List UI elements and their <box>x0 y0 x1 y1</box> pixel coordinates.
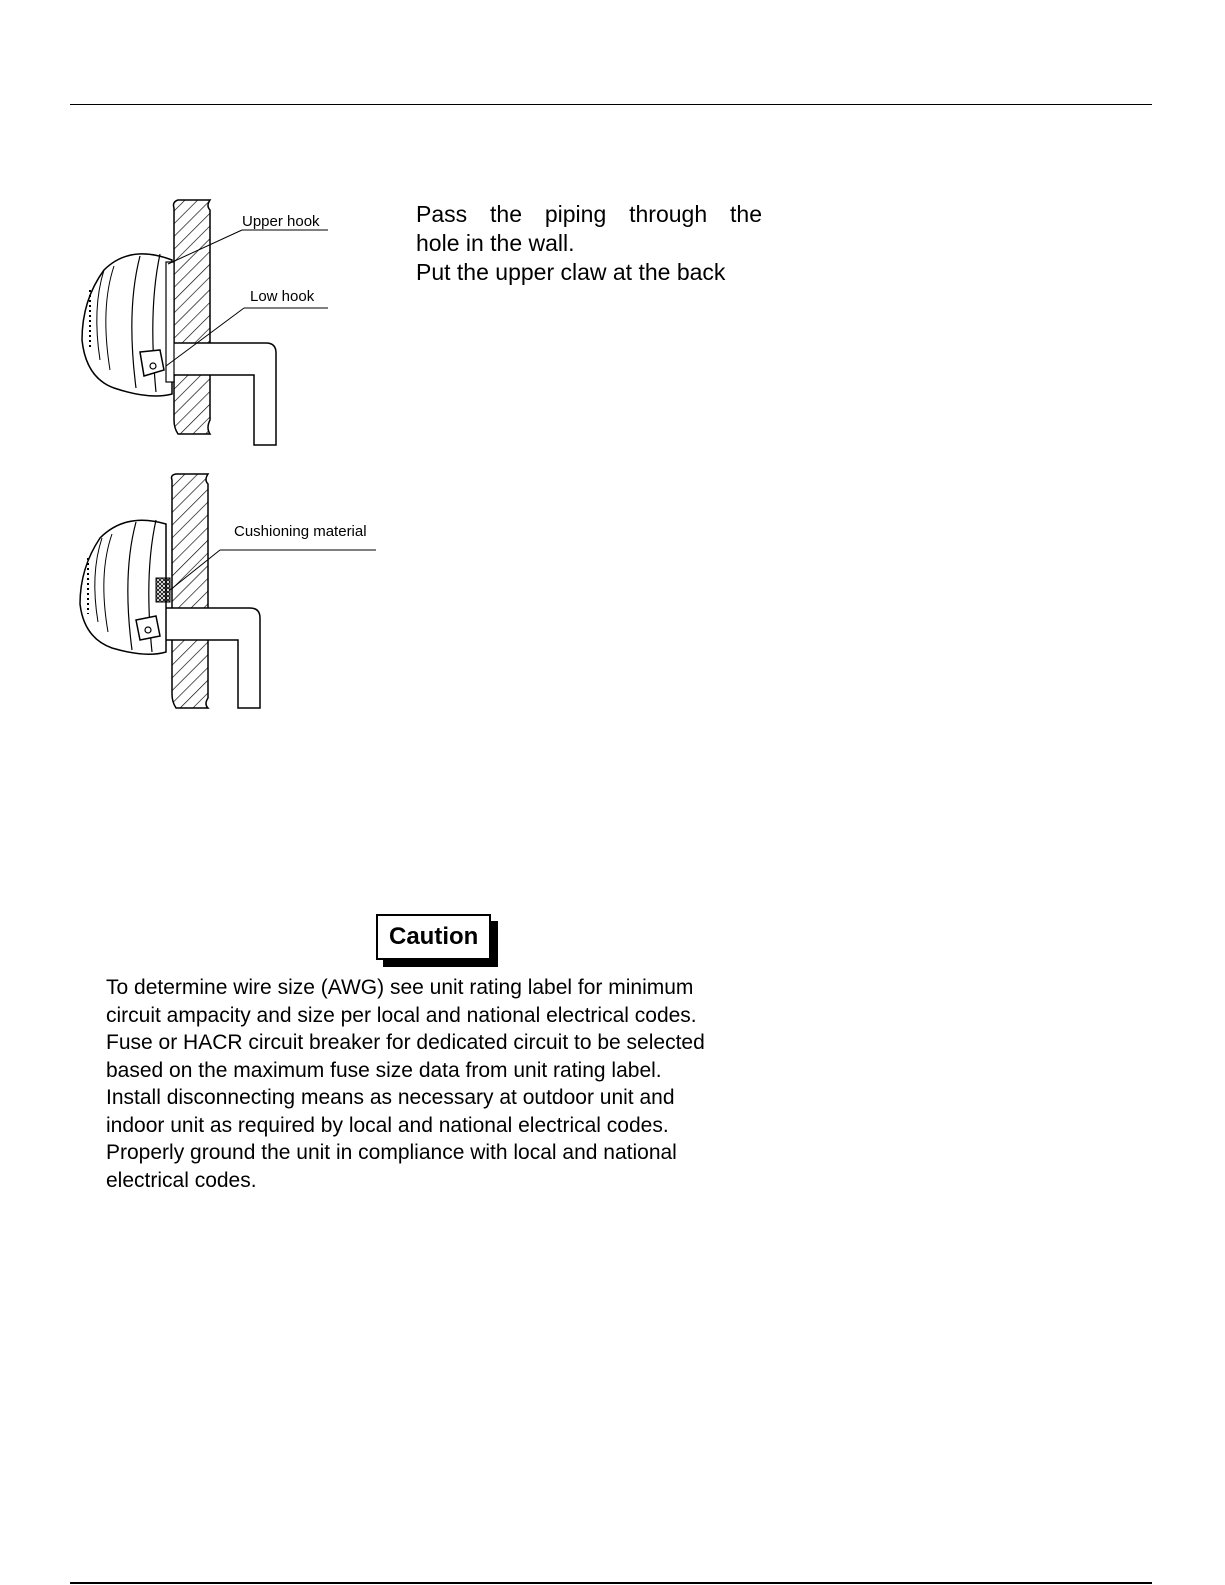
caution-text <box>106 974 826 1194</box>
caution-line: Properly ground the unit in compliance with local and national <box>106 1141 677 1164</box>
caution-line: To determine wire size (AWG) see unit rating label for minimum <box>106 976 694 999</box>
caution-line: circuit ampacity and size per local and national electrical codes. <box>106 1003 697 1027</box>
instruction-line-3-cut: Put the upper claw at the back <box>416 259 726 285</box>
caution-label <box>376 914 491 960</box>
indoor-unit-cushion-diagram <box>70 474 390 714</box>
instruction-text <box>416 200 762 285</box>
indoor-unit-hook-diagram <box>70 200 390 460</box>
cushioning-material-label: Cushioning material <box>234 523 367 540</box>
figure-cushioning-material <box>70 474 390 714</box>
footer-rule <box>70 1582 1152 1584</box>
header-rule <box>70 104 1152 105</box>
low-hook-label: Low hook <box>250 288 315 305</box>
caution-line: Install disconnecting means as necessary at outdoor unit and <box>106 1086 675 1109</box>
caution-label-box: Caution <box>376 914 491 960</box>
caution-line: Fuse or HACR circuit breaker for dedicated circuit to be selected <box>106 1031 705 1054</box>
instruction-line-1: Pass the piping through the <box>416 201 762 227</box>
instruction-line-2: hole in the wall. <box>416 230 575 256</box>
caution-line: electrical codes. <box>106 1168 257 1192</box>
caution-line: based on the maximum fuse size data from unit rating label. <box>106 1058 662 1082</box>
upper-hook-label: Upper hook <box>242 213 320 230</box>
caution-line: indoor unit as required by local and national electrical codes. <box>106 1113 669 1137</box>
figure-upper-hook-installation <box>70 200 390 460</box>
